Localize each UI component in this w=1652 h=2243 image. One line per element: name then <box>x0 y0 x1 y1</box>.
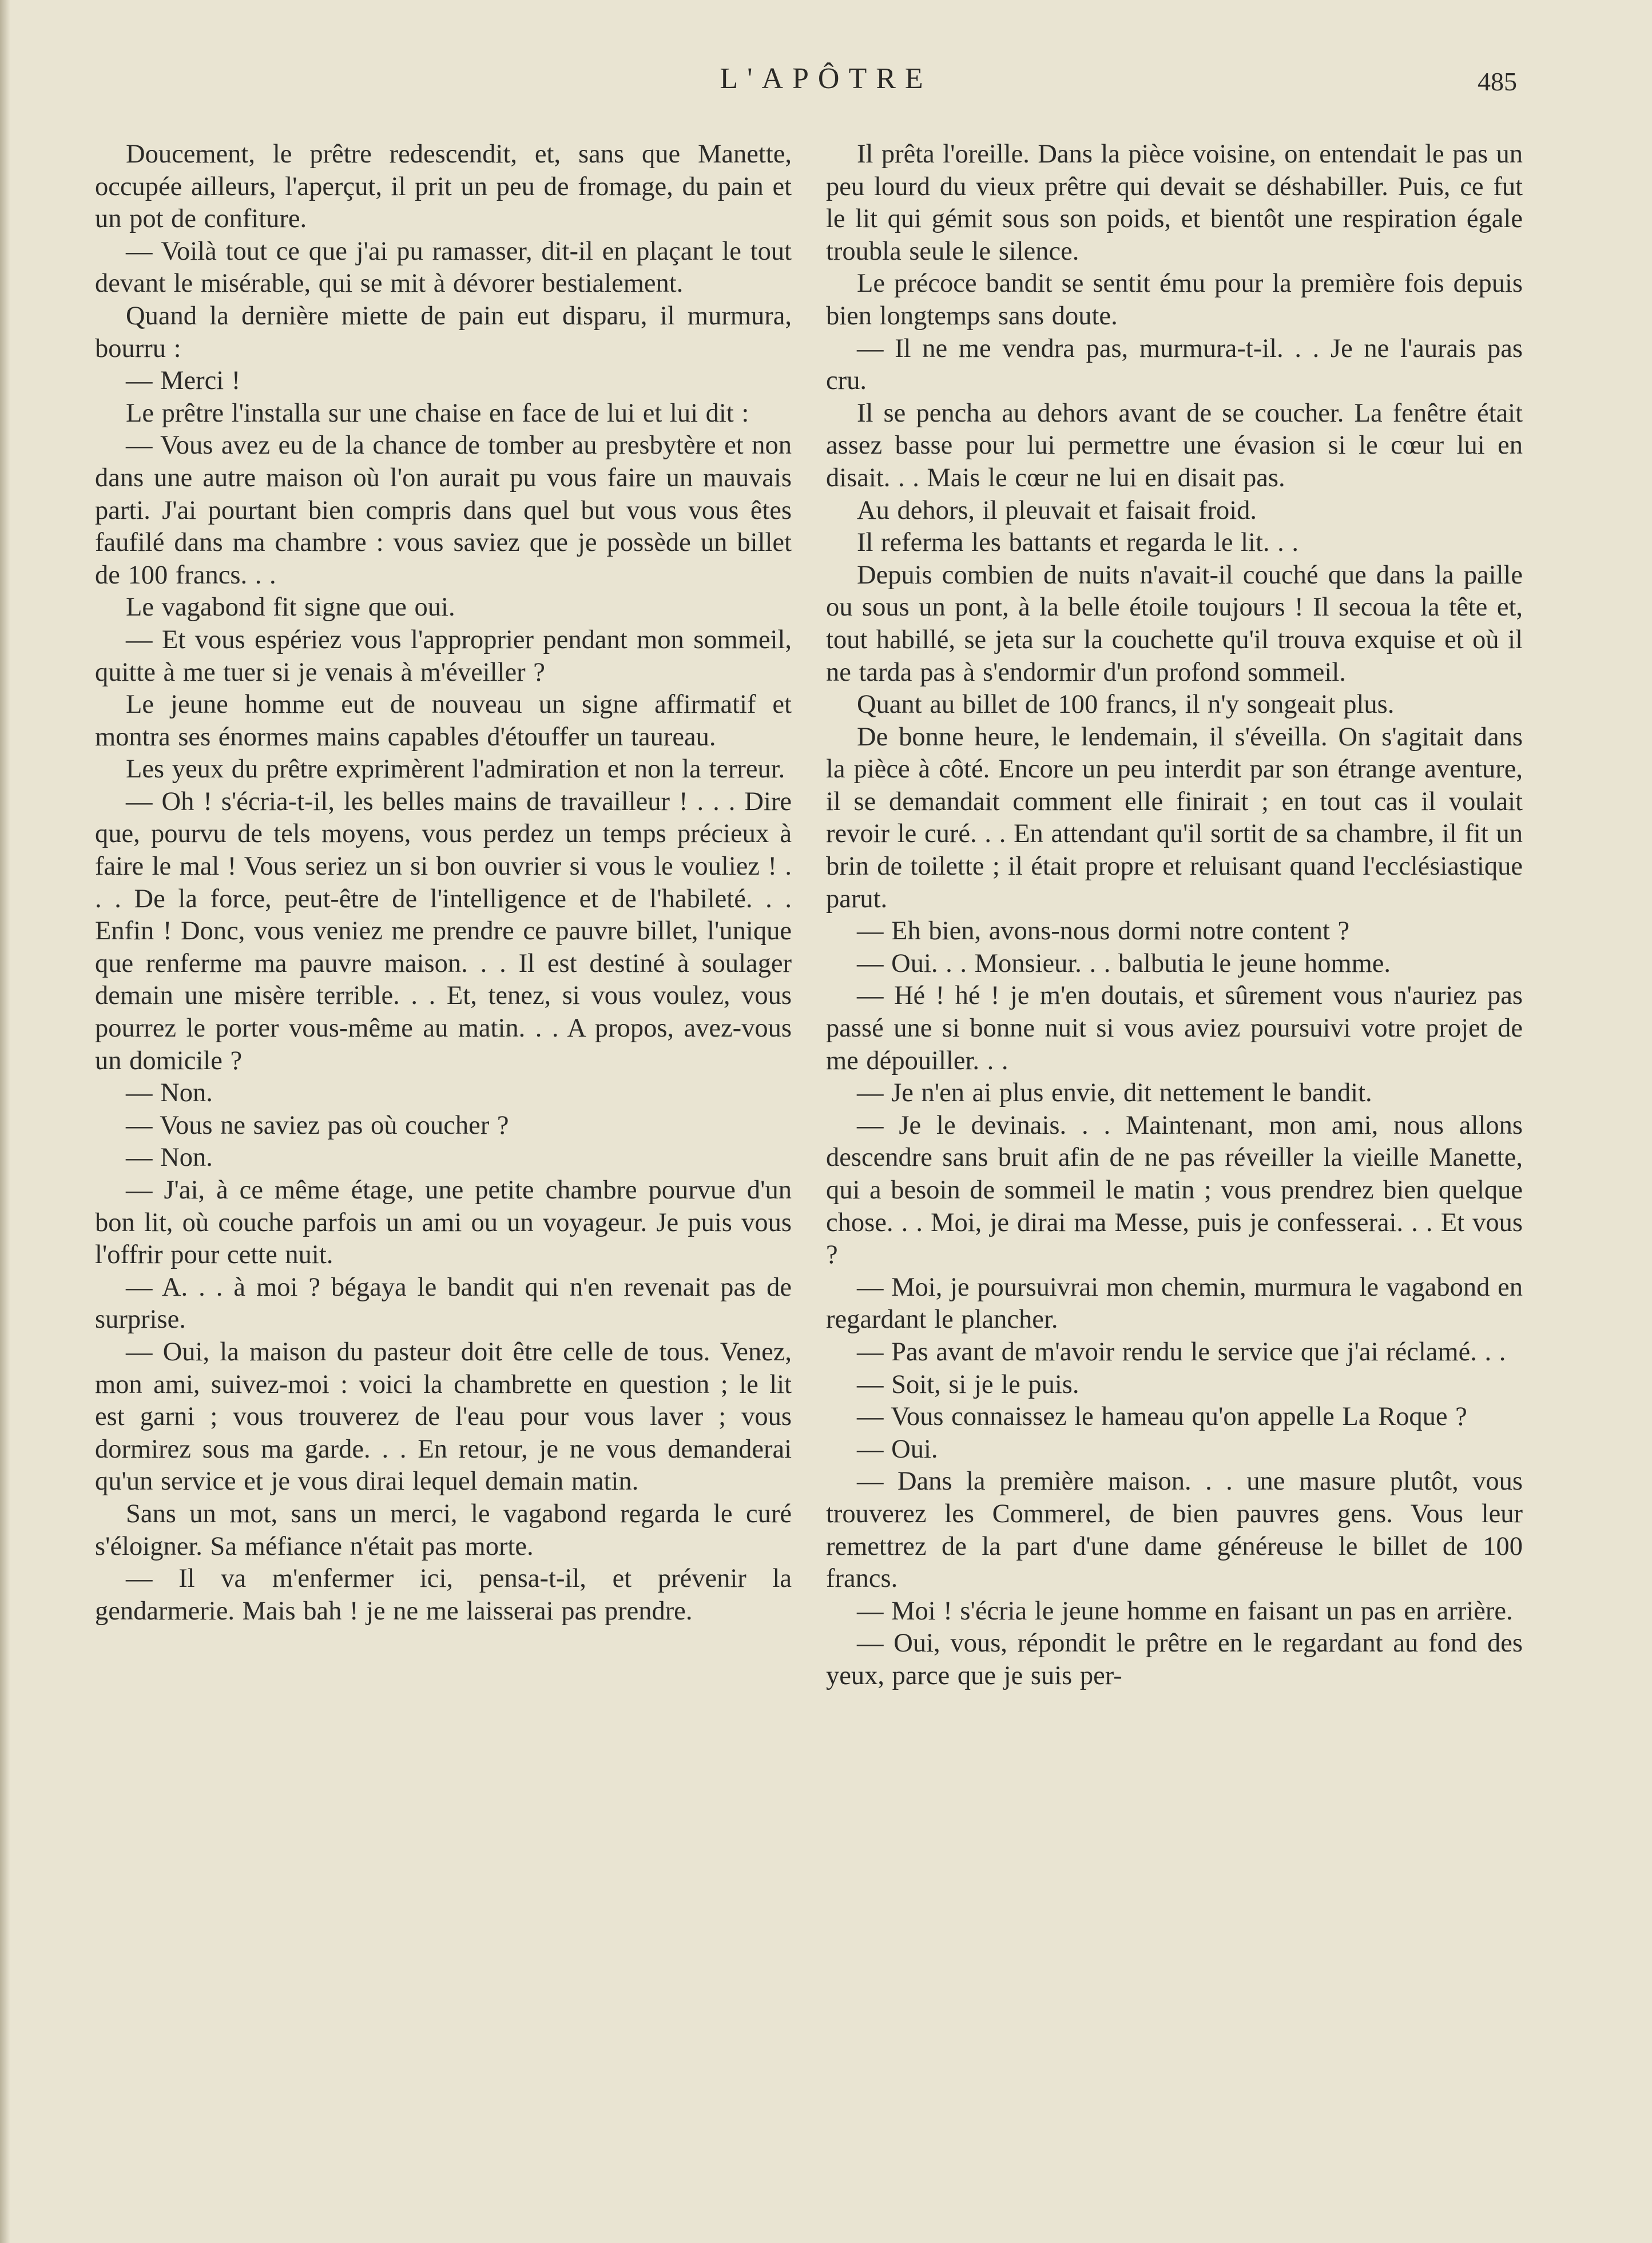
paragraph: — Merci ! <box>126 366 241 396</box>
paragraph: Il prêta l'oreille. Dans la pièce voisine, on entendait le pas un peu lourd du vieux prêtre qui devait se déshabiller. Puis, ce fut le lit qui gémit sous son poids, et bientôt une respiration égale troubla seule le silence. <box>826 140 1523 266</box>
paragraph: — Et vous espériez vous l'approprier pendant mon sommeil, quitte à me tuer si je venais à m'éveiller ? <box>95 625 792 687</box>
paragraph: — A. . . à moi ? bégaya le bandit qui n'en revenait pas de surprise. <box>95 1272 792 1335</box>
paragraph: De bonne heure, le lendemain, il s'éveilla. On s'agitait dans la pièce à côté. Encore un peu interdit par son étrange aventure, il se demandait comment elle finirait ; en tout cas il voulait revoir le curé. . . En attendant qu'il sortit de sa chambre, il fit un brin de toilette ; il était propre et reluisant quand l'ecclésiastique parut. <box>826 722 1523 914</box>
paragraph: Depuis combien de nuits n'avait-il couché que dans la paille ou sous un pont, à la belle étoile toujours ! Il secoua la tête et, tout habillé, se jeta sur la couchette qu'il trouva exquise et où il ne tarda pas à s'endormir d'un profond sommeil. <box>826 560 1523 687</box>
paragraph: — Oui, la maison du pasteur doit être celle de tous. Venez, mon ami, suivez-moi : voici la chambrette en question ; le lit est garni ; vous trouverez de l'eau pour vous laver ; vous dormirez sous ma garde. . . En retour, je ne vous demanderai qu'un service et je vous dirai lequel demain matin. <box>95 1337 792 1496</box>
left-column <box>95 138 792 1627</box>
right-column <box>826 138 1523 1693</box>
paragraph: — Oui. <box>857 1434 938 1464</box>
paragraph: Le jeune homme eut de nouveau un signe affirmatif et montra ses énormes mains capables d'étouffer un taureau. <box>95 690 792 752</box>
paragraph: — Dans la première maison. . . une masure plutôt, vous trouverez les Commerel, de bien pauvres gens. Vous leur remettrez de la part d'une dame généreuse le billet de 100 francs. <box>826 1467 1523 1594</box>
running-title: L'APÔTRE <box>720 62 932 95</box>
paragraph: — Voilà tout ce que j'ai pu ramasser, dit-il en plaçant le tout devant le misérable, qui se mit à dévorer bestialement. <box>95 236 792 299</box>
paragraph: Doucement, le prêtre redescendit, et, sans que Manette, occupée ailleurs, l'aperçut, il prit un peu de fromage, du pain et un pot de confiture. <box>95 140 792 234</box>
paragraph: — Je le devinais. . . Maintenant, mon ami, nous allons descendre sans bruit afin de ne pas réveiller la vieille Manette, qui a besoin de sommeil le matin ; vous prendrez bien quelque chose. . . Moi, je dirai ma Messe, puis je confesserai. . . Et vous ? <box>826 1110 1523 1270</box>
paragraph: — Non. <box>126 1078 213 1108</box>
paragraph: Les yeux du prêtre exprimèrent l'admiration et non la terreur. <box>126 755 785 784</box>
paragraph: — Oh ! s'écria-t-il, les belles mains de travailleur ! . . . Dire que, pourvu de tels moyens, vous perdez un temps précieux à faire le mal ! Vous seriez un si bon ouvrier si vous le vouliez ! . . . De la force, peut-être de l'intelligence et de l'habileté. . . Enfin ! Donc, vous veniez me prendre ce pauvre billet, l'unique que renferme ma pauvre maison. . . Il est destiné à soulager demain une misère terrible. . . Et, tenez, si vous voulez, vous pourrez le porter vous-même au matin. . . A propos, avez-vous un domicile ? <box>95 787 792 1075</box>
paragraph: Il referma les battants et regarda le lit. . . <box>857 528 1298 558</box>
paragraph: — Eh bien, avons-nous dormi notre content ? <box>857 916 1350 946</box>
paragraph: — Moi ! s'écria le jeune homme en faisant un pas en arrière. <box>857 1596 1513 1626</box>
paragraph: — Vous avez eu de la chance de tomber au presbytère et non dans une autre maison où l'on aurait pu vous faire un mauvais parti. J'ai pourtant bien compris dans quel but vous vous êtes faufilé dans ma chambre : vous saviez que je possède un billet de 100 francs. . . <box>95 431 792 590</box>
paragraph: — Il ne me vendra pas, murmura-t-il. . . Je ne l'aurais pas cru. <box>826 334 1523 396</box>
paragraph: Quand la dernière miette de pain eut disparu, il murmura, bourru : <box>95 301 792 363</box>
paragraph: Quant au billet de 100 francs, il n'y songeait plus. <box>857 690 1395 720</box>
paragraph: — Vous connaissez le hameau qu'on appelle La Roque ? <box>857 1402 1467 1432</box>
paragraph: — Moi, je poursuivrai mon chemin, murmura le vagabond en regardant le plancher. <box>826 1272 1523 1335</box>
paragraph: Le précoce bandit se sentit ému pour la première fois depuis bien longtemps sans doute. <box>826 269 1523 331</box>
paragraph: — Vous ne saviez pas où coucher ? <box>126 1110 509 1140</box>
running-head <box>0 62 1652 108</box>
paragraph: — Pas avant de m'avoir rendu le service que j'ai réclamé. . . <box>857 1337 1506 1367</box>
paragraph: — Hé ! hé ! je m'en doutais, et sûrement vous n'auriez pas passé une si bonne nuit si vous aviez poursuivi votre projet de me dépouiller. . . <box>826 981 1523 1075</box>
paragraph: — Oui. . . Monsieur. . . balbutia le jeune homme. <box>857 948 1391 978</box>
paragraph: — Je n'en ai plus envie, dit nettement le bandit. <box>857 1078 1372 1108</box>
paragraph: — Soit, si je le puis. <box>857 1369 1079 1399</box>
paragraph: Le prêtre l'installa sur une chaise en face de lui et lui dit : <box>126 398 749 428</box>
paragraph: — Oui, vous, répondit le prêtre en le regardant au fond des yeux, parce que je suis per- <box>826 1629 1523 1690</box>
paragraph: Sans un mot, sans un merci, le vagabond regarda le curé s'éloigner. Sa méfiance n'était pas morte. <box>95 1499 792 1561</box>
paragraph: Au dehors, il pleuvait et faisait froid. <box>857 495 1257 525</box>
page-edge-shadow <box>0 0 10 2243</box>
paragraph: — Non. <box>126 1143 213 1173</box>
paragraph: — Il va m'enfermer ici, pensa-t-il, et prévenir la gendarmerie. Mais bah ! je ne me laisserai pas prendre. <box>95 1564 792 1626</box>
paragraph: Le vagabond fit signe que oui. <box>126 593 455 622</box>
page-number: 485 <box>1478 67 1517 96</box>
paragraph: — J'ai, à ce même étage, une petite chambre pourvue d'un bon lit, où couche parfois un ami ou un voyageur. Je puis vous l'offrir pour cette nuit. <box>95 1176 792 1270</box>
paragraph: Il se pencha au dehors avant de se coucher. La fenêtre était assez basse pour lui permettre une évasion si le cœur lui en disait. . . Mais le cœur ne lui en disait pas. <box>826 398 1523 493</box>
